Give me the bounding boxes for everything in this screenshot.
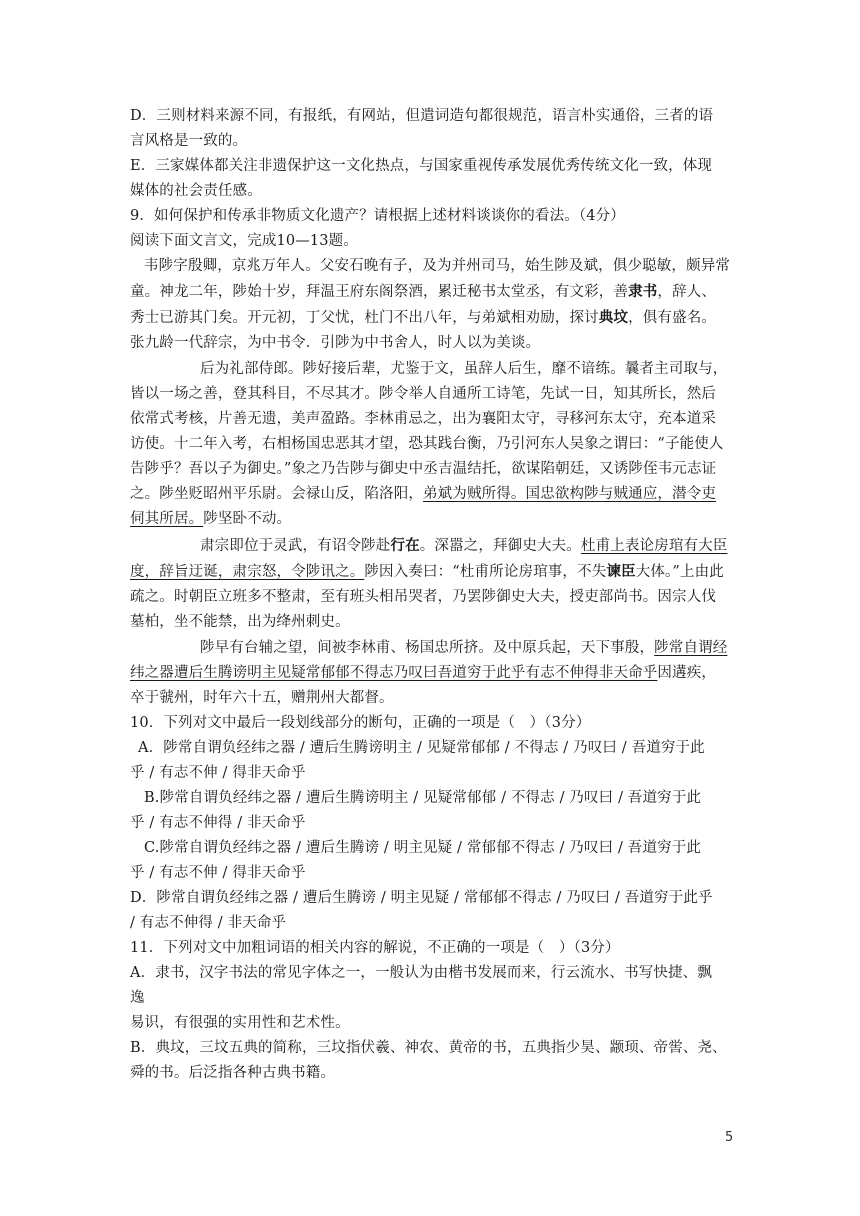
passage-paragraph-1: 韦陟字殷卿，京兆万年人。父安石晚有子，及为并州司马，始生陟及斌，俱少聪敏，颇异常童。神龙二年，陟始十岁，拜温王府东阁祭酒，累迁秘书太堂丞，有文彩，善隶书，辞人、秀士已游其门矣。开元初，丁父忧，杜门不出八年，与弟斌相劝励，探讨典坟，俱有盛名。张九龄一代辞宗，为中书令．引陟为中书舍人，时人以为美谈。	[130, 258, 730, 351]
question-9: 9．如何保护和传承非物质文化遗产？请根据上述材料谈谈你的看法。（4分）	[130, 208, 625, 224]
question-10-option-d-line-1: D．陟常自谓负经纬之器 / 遭后生腾谤 / 明主见疑 / 常郁郁不得志 / 乃叹曰 / 吾道穷于此乎	[130, 890, 713, 906]
question-10: 10．下列对文中最后一段划线部分的断句，正确的一项是（ ）（3分）	[130, 715, 591, 731]
question-10-option-a-line-1: A．陟常自谓负经纬之器 / 遭后生腾谤明主 / 见疑常郁郁 / 不得志 / 乃叹曰 / 吾道穷于此	[138, 740, 705, 756]
question-11-option-b-line-1: B．典坟，三坟五典的简称，三坟指伏羲、神农、黄帝的书，五典指少昊、颛顼、帝喾、尧、	[130, 1040, 727, 1056]
question-11: 11．下列对文中加粗词语的相关内容的解说，不正确的一项是（ ）（3分）	[130, 940, 620, 956]
bold-term-jianchen: 谏臣	[606, 563, 636, 580]
question-10-option-a-line-2: 乎 / 有志不伸 / 得非天命乎	[130, 765, 306, 781]
question-10-option-b-line-1: B.陟常自谓负经纬之器 / 遭后生腾谤明主 / 见疑常郁郁 / 不得志 / 乃叹曰 / 吾道穷于此	[144, 790, 702, 806]
option-d-line-1: D．三则材料来源不同，有报纸，有网站，但遣词造句都很规范，语言朴实通俗，三者的语	[130, 108, 714, 124]
underlined-sentence-1: 弟斌为贼所得。国忠欲构陟与贼通应，潜令吏伺其所居。	[130, 486, 716, 527]
bold-term-xingzai: 行在	[390, 537, 420, 554]
option-e-line-1: E．三家媒体都关注非遗保护这一文化热点，与国家重视传承发展优秀传统文化一致，体现	[130, 158, 713, 174]
passage-paragraph-3: 肃宗即位于灵武，有诏令陟赴行在。深嚣之，拜御史大夫。杜甫上表论房琯有大臣度，辞旨迂诞，肃宗怒，令陟讯之。陟因入奏曰：“杜甫所论房琯事，不失谏臣大体。”上由此疏之。时朝臣立班多不整肃，至有班头相吊哭者，乃罢陟御史大夫，授吏部尚书。因宗人伐墓柏，坐不能禁，出为绛州刺史。	[130, 537, 728, 630]
bold-term-lishu: 隶书	[628, 283, 658, 300]
passage-paragraph-4: 陟早有台辅之望，间被李林甫、杨国忠所挤。及中原兵起，天下事殷，陟常自谓经纬之器遭后生腾谤明主见疑常郁郁不得志乃叹曰吾道穷于此乎有志不伸得非天命乎因遘疾，卒于虢州，时年六十五，赠荆州大都督。	[130, 640, 728, 706]
question-10-option-b-line-2: 乎 / 有志不伸得 / 非天命乎	[130, 815, 306, 831]
question-10-option-d-line-2: / 有志不伸得 / 非天命乎	[130, 915, 287, 931]
option-e-line-2: 媒体的社会责任感。	[130, 183, 262, 199]
underlined-sentence-2: 杜甫上表论房琯有大臣度，辞旨迂诞，肃宗怒，令陟讯之。	[130, 538, 728, 580]
option-d-line-2: 言风格是一致的。	[130, 133, 248, 149]
bold-term-dianfen: 典坟	[598, 309, 629, 326]
page-number: 5	[725, 1130, 734, 1145]
question-11-option-a-line-1: A．隶书，汉字书法的常见字体之一，一般认为由楷书发展而来，行云流水、书写快捷、飘	[130, 965, 712, 981]
reading-instruction: 阅读下面文言文，完成10—13题。	[130, 233, 358, 249]
question-11-option-b-line-2: 舜的书。后泛指各种古典书籍。	[130, 1065, 336, 1081]
page-content	[130, 104, 730, 1086]
underlined-sentence-3: 陟常自谓经纬之器遭后生腾谤明主见疑常郁郁不得志乃叹曰吾道穷于此乎有志不伸得非天命乎	[130, 640, 728, 681]
question-11-option-a-line-3: 易识，有很强的实用性和艺术性。	[130, 1015, 350, 1031]
question-10-option-c-line-2: 乎 / 有志不伸 / 得非天命乎	[130, 865, 306, 881]
question-10-option-c-line-1: C.陟常自谓负经纬之器 / 遭后生腾谤 / 明主见疑 / 常郁郁不得志 / 乃叹曰 / 吾道穷于此	[144, 840, 702, 856]
passage-paragraph-2: 后为礼部侍郎。陟好接后辈，尤鉴于文，虽辞人后生，靡不谙练。曩者主司取与，皆以一场之善，登其科目，不尽其才。陟令举人自通所工诗笔，先试一日，知其所长，然后依常式考核，片善无遗，美声盈路。李林甫忌之，出为襄阳太守，寻移河东太守，充本道采访使。十二年入考，右相杨国忠恶其才望，恐其践台衡，乃引河东人吴象之谓曰：“子能使人告陟乎？吾以子为御史。”象之乃告陟与御史中丞吉温结托，欲谋陷朝廷，又诱陟侄韦元志证之。陟坐贬昭州平乐尉。会禄山反，陷洛阳，弟斌为贼所得。国忠欲构陟与贼通应，潜令吏伺其所居。陟坚卧不动。	[130, 361, 728, 527]
question-11-option-a-line-2: 逸	[130, 990, 145, 1006]
